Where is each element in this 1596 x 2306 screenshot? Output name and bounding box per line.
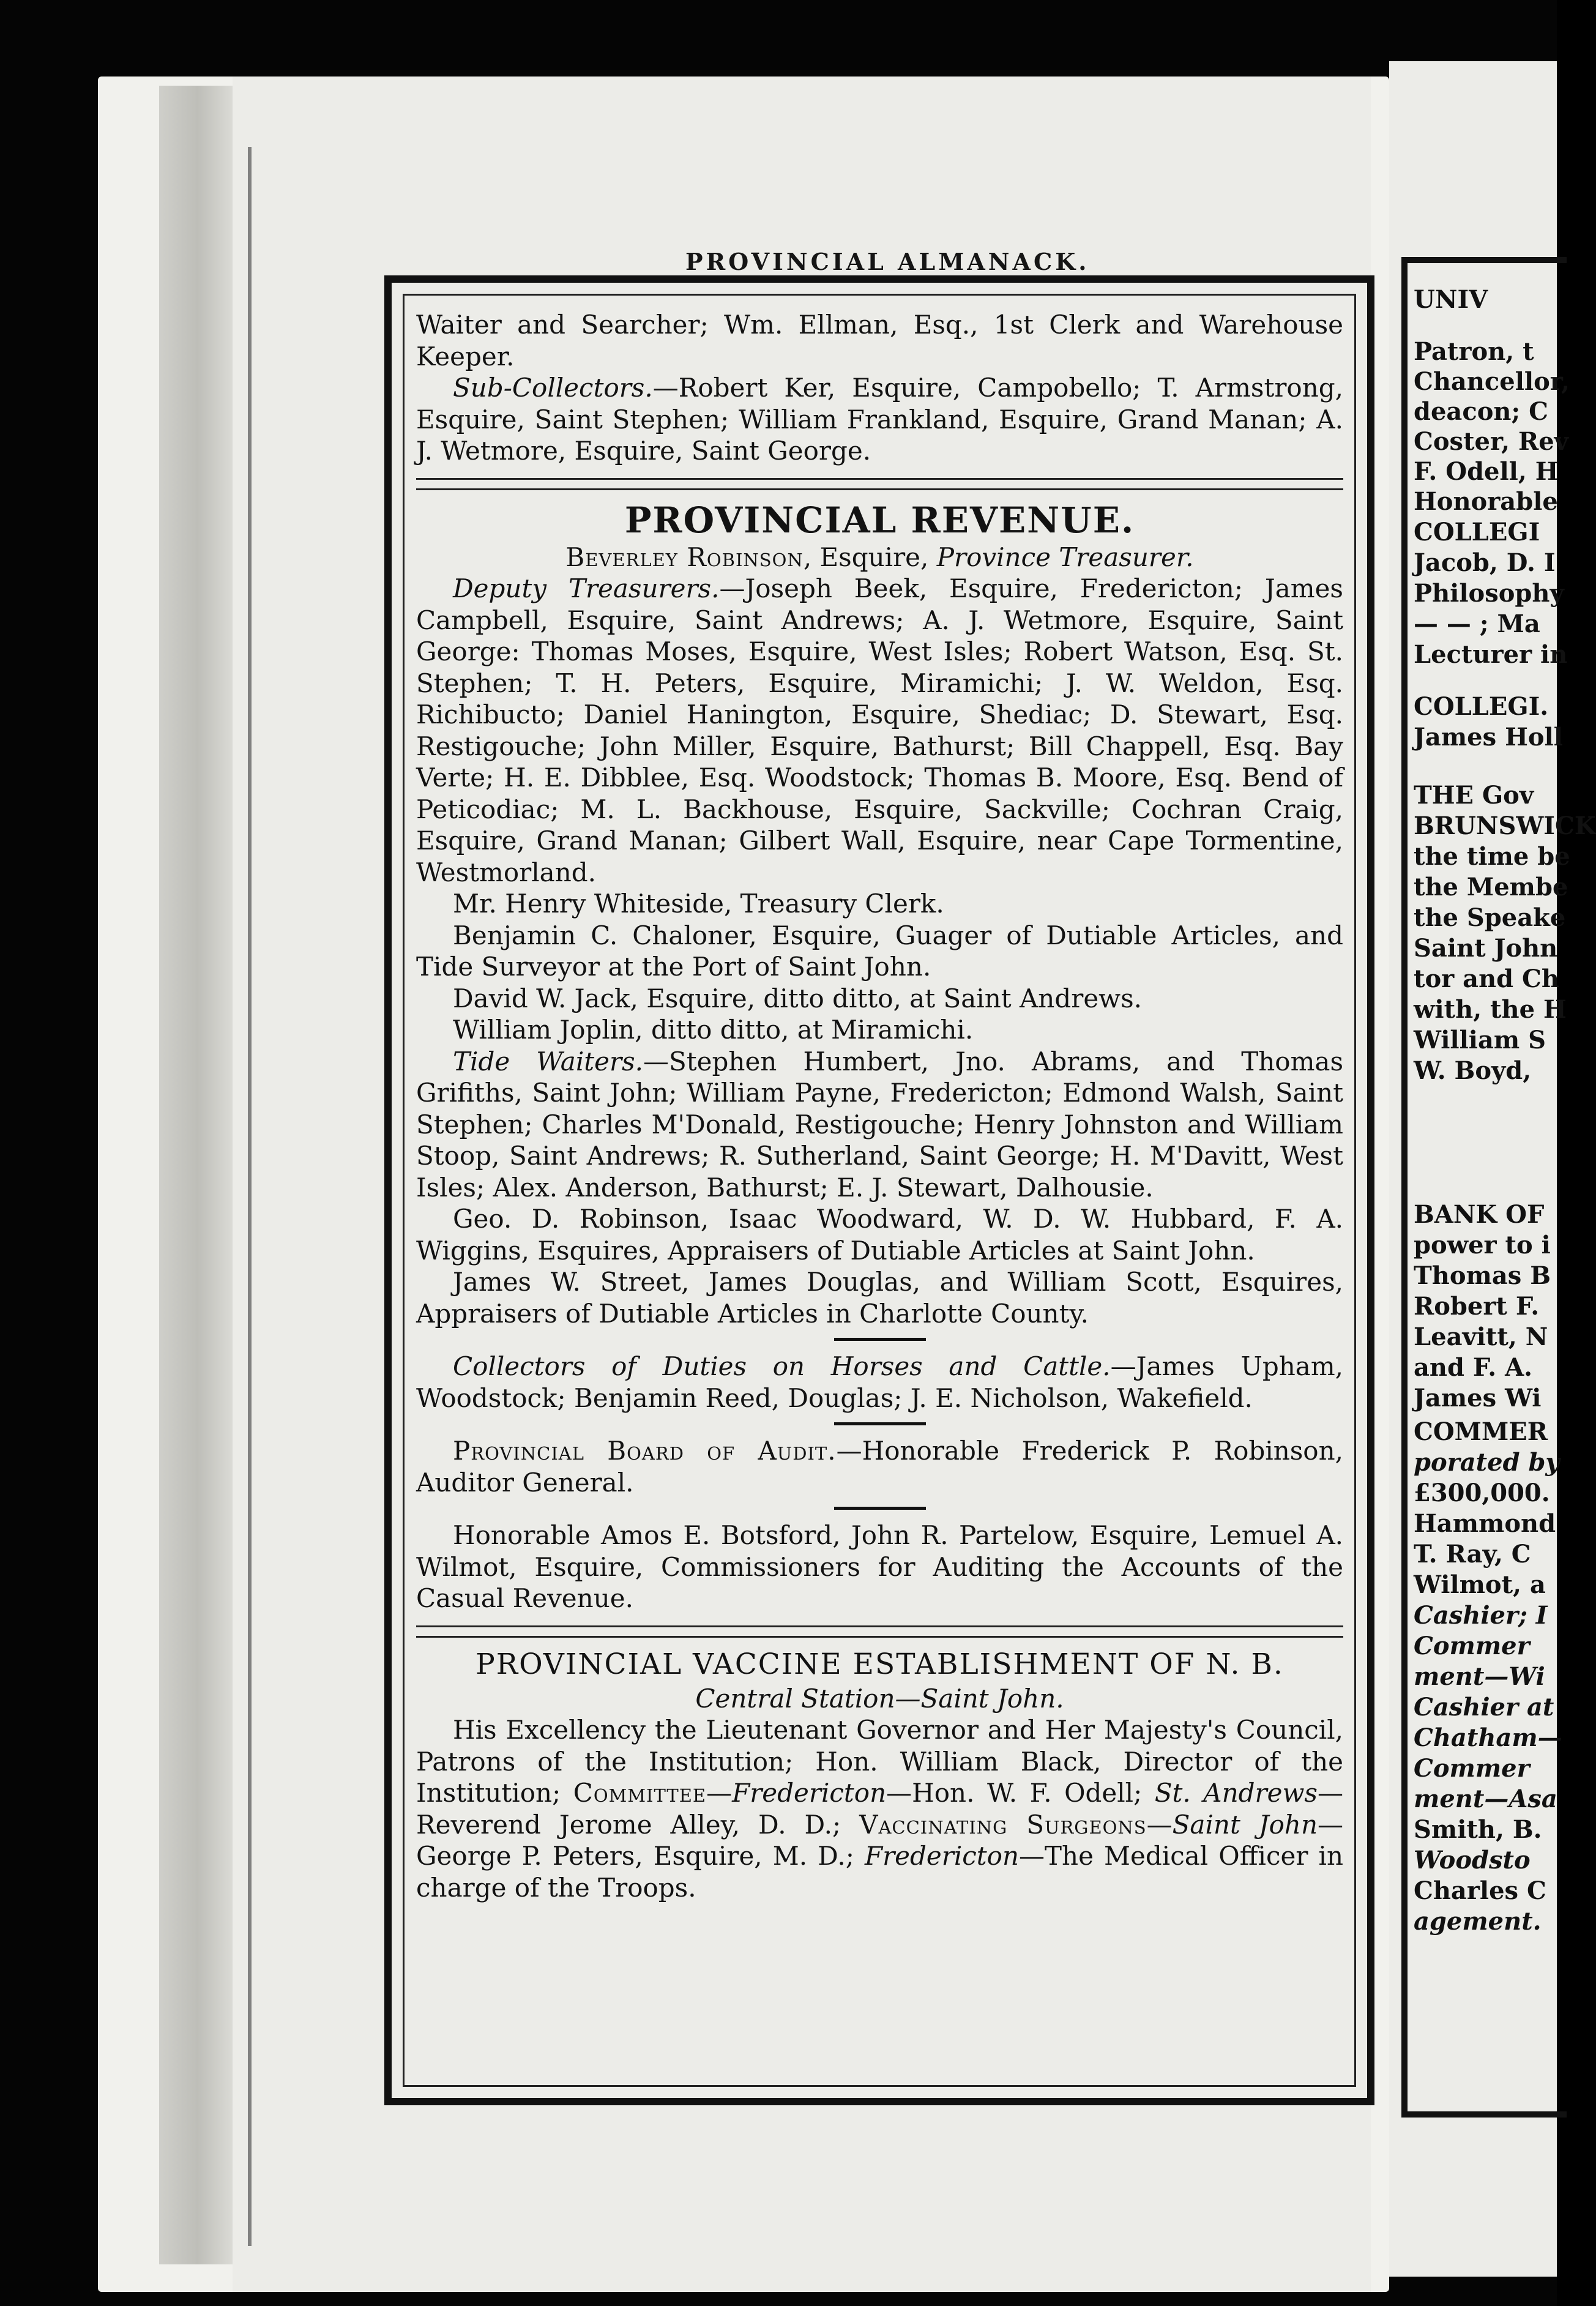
- right-page-line: agement.: [1414, 1907, 1542, 1936]
- right-page-line: UNIV: [1414, 285, 1488, 314]
- vaccine-heading: PROVINCIAL VACCINE ESTABLISHMENT OF N. B.: [475, 1647, 1284, 1681]
- right-page-line: the Speake: [1414, 903, 1566, 932]
- saint-john-label: Saint John: [1172, 1809, 1318, 1840]
- right-page-line: Thomas B: [1414, 1261, 1551, 1290]
- right-page-line: T. Ray, C: [1414, 1540, 1531, 1569]
- right-page-line: the Membe: [1414, 873, 1568, 901]
- right-page-line: Honorable: [1414, 487, 1558, 516]
- right-page-line: with, the H: [1414, 995, 1567, 1024]
- right-page-line: the time be: [1414, 842, 1570, 871]
- revenue-heading: PROVINCIAL REVENUE.: [624, 499, 1135, 541]
- vaccine-paragraph: [416, 1714, 1343, 1903]
- right-page-line: Chatham—: [1414, 1723, 1562, 1752]
- right-page-line: Patron, t: [1414, 337, 1534, 366]
- treasury-clerk: Mr. Henry Whiteside, Treasury Clerk.: [453, 889, 944, 919]
- right-page-line: James Wi: [1414, 1384, 1542, 1412]
- right-page-line: Jacob, D. I: [1414, 548, 1556, 577]
- right-page-line: Lecturer in: [1414, 640, 1568, 669]
- vaccine-text-1: His Excellency the Lieutenant Governor and Her Majesty's Council, Patrons of the Institution; Hon. William Black, Director of the Institution;: [416, 1715, 1343, 1808]
- short-rule: [834, 1507, 926, 1510]
- right-page-line: deacon; C: [1414, 397, 1548, 426]
- right-page-line: W. Boyd,: [1414, 1056, 1532, 1085]
- vaccine-text-3: —Hon. W. F. Odell;: [886, 1778, 1155, 1808]
- right-page-line: BRUNSWICK: [1414, 812, 1596, 840]
- sub-collectors-paragraph: [416, 372, 1343, 467]
- treasurer-name: Beverley Robinson: [565, 542, 804, 572]
- jack-line: David W. Jack, Esquire, ditto ditto, at Saint Andrews.: [453, 983, 1143, 1013]
- st-andrews-label: St. Andrews: [1154, 1778, 1318, 1808]
- vaccine-text-2: —: [706, 1778, 733, 1808]
- double-rule: [416, 1625, 1343, 1638]
- right-page-line: Commer: [1414, 1632, 1530, 1660]
- central-station: Central Station—Saint John.: [695, 1683, 1064, 1714]
- commissioners-paragraph: Honorable Amos E. Botsford, John R. Partelow, Esquire, Lemuel A. Wilmot, Esquire, Commissioners for Auditing the Accounts of the Casual Revenue.: [416, 1520, 1343, 1613]
- right-page-line: THE Gov: [1414, 781, 1534, 810]
- horses-cattle-paragraph: [416, 1351, 1343, 1414]
- tide-waiters-paragraph: [416, 1046, 1343, 1204]
- joplin-line: William Joplin, ditto ditto, at Miramichi.: [453, 1015, 974, 1045]
- treasurer-rest: , Esquire,: [803, 542, 937, 572]
- vaccine-text-5: —: [1146, 1809, 1173, 1840]
- tide-waiters-text: —Stephen Humbert, Jno. Abrams, and Thomas Grifiths, Saint John; William Payne, Fredericton; Edmond Walsh, Saint Stephen; Charles M'Donald, Restigouche; Henry Johnston and William Stoop, Saint Andrews; R. Sutherland, Saint George; H. M'Davitt, West Isles; Alex. Anderson, Bathurst; E. J. Stewart, Dalhousie.: [416, 1046, 1343, 1203]
- right-page-line: F. Odell, H: [1414, 457, 1559, 486]
- right-page-line: Charles C: [1414, 1876, 1546, 1905]
- appraisers-charlotte: James W. Street, James Douglas, and William Scott, Esquires, Appraisers of Dutiable Articles in Charlotte County.: [416, 1267, 1343, 1329]
- tide-waiters-label: Tide Waiters.: [453, 1046, 643, 1077]
- deputy-treasurers-paragraph: [416, 573, 1343, 888]
- sub-collectors-text: —Robert Ker, Esquire, Campobello; T. Armstrong, Esquire, Saint Stephen; William Frankland, Esquire, Grand Manan; A. J. Wetmore, Esquire, Saint George.: [416, 373, 1343, 466]
- vaccine-text-6: —George P. Peters, Esquire, M. D.;: [416, 1809, 1343, 1871]
- board-of-audit-paragraph: [416, 1435, 1343, 1498]
- right-page-fragment: [1389, 61, 1596, 2277]
- short-rule: [834, 1338, 926, 1341]
- board-of-audit-text: —Honorable Frederick P. Robinson, Auditor General.: [416, 1436, 1343, 1498]
- right-page-line: Wilmot, a: [1414, 1570, 1546, 1599]
- right-page-line: £300,000.: [1414, 1479, 1550, 1507]
- committee-label: Committee: [573, 1778, 707, 1808]
- right-page-line: COLLEGI.: [1414, 692, 1549, 721]
- treasurer-title: Province Treasurer.: [936, 542, 1194, 572]
- short-rule: [834, 1422, 926, 1425]
- right-page-line: Cashier; I: [1414, 1601, 1548, 1630]
- fredericton-label: Fredericton: [732, 1778, 887, 1808]
- right-page-line: Smith, B.: [1414, 1815, 1542, 1844]
- vaccine-text-7: —The Medical Officer in charge of the Troops.: [416, 1841, 1343, 1903]
- board-of-audit-label: Provincial Board of Audit.: [453, 1436, 837, 1466]
- right-page-line: COMMER: [1414, 1417, 1548, 1446]
- right-page-line: James Holl: [1414, 723, 1563, 752]
- right-page-line: Woodsto: [1414, 1846, 1531, 1875]
- fredericton-label-2: Fredericton: [864, 1841, 1020, 1871]
- running-head: PROVINCIAL ALMANACK.: [685, 248, 1090, 275]
- right-page-line: Philosophy: [1414, 579, 1564, 608]
- right-page-line: Coster, Rev: [1414, 427, 1568, 456]
- waiter-line: Waiter and Searcher; Wm. Ellman, Esq., 1st Clerk and Warehouse Keeper.: [416, 310, 1343, 371]
- horses-cattle-label: Collectors of Duties on Horses and Cattle.: [453, 1351, 1111, 1381]
- right-page-line: Robert F.: [1414, 1292, 1540, 1321]
- appraisers-saint-john: Geo. D. Robinson, Isaac Woodward, W. D. W. Hubbard, F. A. Wiggins, Esquires, Appraisers of Dutiable Articles at Saint John.: [416, 1204, 1343, 1266]
- deputy-treasurers-label: Deputy Treasurers.: [453, 573, 720, 603]
- right-page-line: Cashier at: [1414, 1693, 1554, 1722]
- right-page-line: power to i: [1414, 1231, 1551, 1259]
- horses-cattle-text: —James Upham, Woodstock; Benjamin Reed, Douglas; J. E. Nicholson, Wakefield.: [416, 1351, 1343, 1413]
- text-column: [416, 309, 1343, 1903]
- right-page-line: and F. A.: [1414, 1353, 1533, 1382]
- right-page-line: tor and Ch: [1414, 965, 1559, 993]
- vaccine-text-4: —Reverend Jerome Alley, D. D.;: [416, 1778, 1343, 1840]
- right-page-line: BANK OF: [1414, 1200, 1545, 1229]
- right-page-line: ment—Wi: [1414, 1662, 1545, 1691]
- treasurer-line: [416, 542, 1343, 573]
- right-page-line: ment—Asa: [1414, 1785, 1557, 1813]
- right-page-line: William S: [1414, 1026, 1546, 1054]
- right-page-line: — — ; Ma: [1414, 610, 1540, 638]
- right-page-line: Leavitt, N: [1414, 1323, 1548, 1351]
- right-page-line: Commer: [1414, 1754, 1530, 1783]
- deputy-treasurers-text: —Joseph Beek, Esquire, Fredericton; James Campbell, Esquire, Saint Andrews; A. J. Wetmore, Esquire, Saint George: Thomas Moses, Esquire, West Isles; Robert Watson, Esq. St. Stephen; T. H. Peters, Esquire, Miramichi; J. W. Weldon, Esq. Richibucto; Daniel Hanington, Esquire, Shediac; D. Stewart, Esq. Restigouche; John Miller, Esquire, Bathurst; Bill Chappell, Esq. Bay Verte; H. E. Dibblee, Esq. Woodstock; Thomas B. Moore, Esq. Bend of Peticodiac; M. L. Backhouse, Esquire, Sackville; Cochran Craig, Esquire, Grand Manan; Gilbert Wall, Esquire, near Cape Tormentine, Westmorland.: [416, 573, 1343, 887]
- right-page-line: porated by: [1414, 1448, 1560, 1477]
- sub-collectors-label: Sub-Collectors.: [453, 373, 653, 403]
- right-page-line: Chancellor,: [1414, 367, 1570, 396]
- double-rule: [416, 478, 1343, 490]
- surgeons-label: Vaccinating Surgeons: [859, 1809, 1147, 1840]
- right-page-line: COLLEGI: [1414, 518, 1540, 547]
- page-fold-line: [248, 147, 252, 2246]
- chaloner-paragraph: Benjamin C. Chaloner, Esquire, Guager of Dutiable Articles, and Tide Surveyor at the Port of Saint John.: [416, 920, 1343, 982]
- right-page-line: Saint John: [1414, 934, 1558, 963]
- right-page-line: Hammond: [1414, 1509, 1556, 1538]
